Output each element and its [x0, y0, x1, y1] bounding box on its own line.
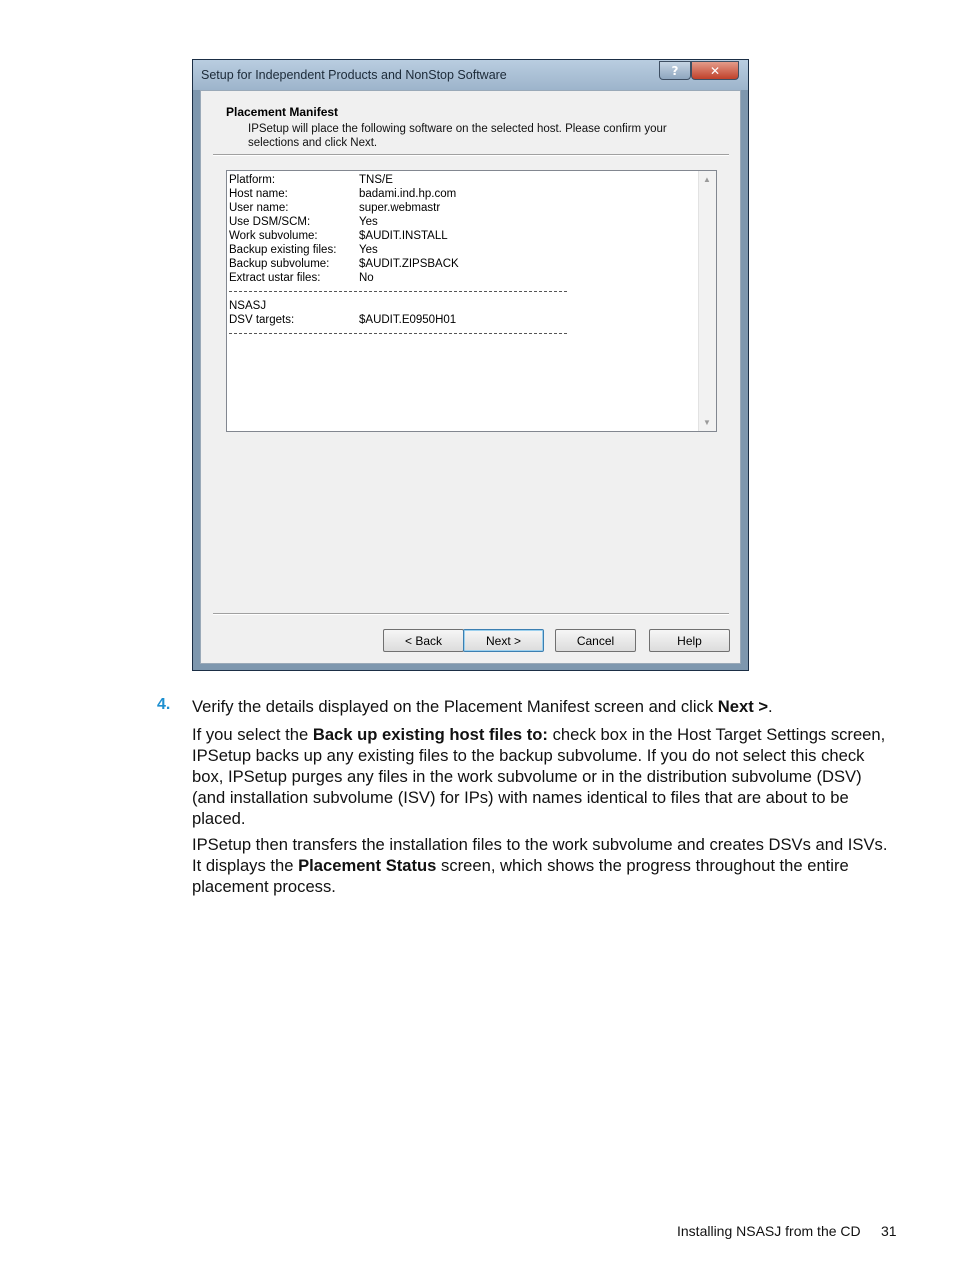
manifest-key: Host name: — [229, 188, 288, 200]
manifest-key: Use DSM/SCM: — [229, 216, 311, 228]
text-run: screen, which shows the progress throughout the entire placement process. — [192, 856, 849, 896]
page-title: Placement Manifest — [226, 105, 339, 119]
text-run: check box in the Host Target Settings screen, IPSetup backs up any existing files to the backup subvolume. If you do not select this check box, IPSetup purges any files in the work subvolume or in the distribution subvolume (DSV) (and installation subvolume (ISV) for IPs) with names identical to files that are about to be placed. — [192, 725, 886, 828]
manifest-row — [229, 201, 567, 215]
footer-section-title: Installing NSASJ from the CD — [677, 1223, 861, 1239]
text-run: . — [768, 697, 773, 716]
manifest-value: No — [359, 272, 374, 284]
text-run: Verify the details displayed on the Placement Manifest screen and click — [192, 697, 718, 716]
manifest-row — [229, 187, 567, 201]
manifest-value: TNS/E — [359, 174, 393, 186]
manifest-row — [229, 215, 567, 229]
dialog-titlebar — [193, 60, 748, 90]
page-subtitle: IPSetup will place the following software on the selected host. Please confirm your selections and click Next. — [248, 123, 667, 149]
manifest-row — [229, 299, 567, 313]
manifest-key: Extract ustar files: — [229, 272, 321, 284]
manifest-row — [229, 229, 567, 243]
text-run: IPSetup then transfers the installation files to the work subvolume and creates DSVs and ISVs. It displays the — [192, 835, 888, 875]
vertical-scrollbar[interactable] — [698, 171, 716, 431]
back-button[interactable]: < Back — [383, 629, 464, 652]
manifest-row — [229, 173, 567, 187]
manifest-value: $AUDIT.ZIPSBACK — [359, 258, 459, 270]
header-divider — [213, 154, 729, 156]
manifest-value: $AUDIT.E0950H01 — [359, 314, 457, 326]
close-icon[interactable]: ✕ — [691, 61, 739, 80]
step-paragraph-1 — [192, 696, 897, 717]
dialog-title: Setup for Independent Products and NonStop Software — [201, 68, 507, 82]
manifest-key: Backup subvolume: — [229, 258, 330, 270]
manifest-value: badami.ind.hp.com — [359, 188, 457, 200]
manifest-key: Platform: — [229, 174, 276, 186]
product-name: NSASJ — [229, 300, 267, 312]
text-run: If you select the — [192, 725, 313, 744]
setup-dialog — [192, 59, 749, 671]
manifest-key: Work subvolume: — [229, 230, 318, 242]
bold-run: Next > — [717, 697, 769, 716]
manifest-row — [229, 271, 567, 285]
manifest-row — [229, 243, 567, 257]
footer-divider — [213, 613, 729, 615]
bold-run: Back up existing host files to: — [312, 725, 548, 744]
manifest-key: DSV targets: — [229, 314, 295, 326]
next-button[interactable]: Next > — [463, 629, 544, 652]
manifest-listbox[interactable] — [226, 170, 717, 432]
help-icon[interactable]: ? — [659, 61, 691, 80]
step-paragraph-2 — [192, 724, 897, 829]
manifest-value: super.webmastr — [359, 202, 441, 214]
scroll-up-icon[interactable]: ▲ — [703, 175, 711, 184]
scroll-down-icon[interactable]: ▼ — [703, 418, 711, 427]
manifest-key: User name: — [229, 202, 289, 214]
manifest-value: Yes — [359, 244, 378, 256]
manifest-key: Backup existing files: — [229, 244, 337, 256]
manifest-value: Yes — [359, 216, 378, 228]
manifest-row — [229, 313, 567, 327]
manifest-divider — [229, 291, 567, 292]
manifest-value: $AUDIT.INSTALL — [359, 230, 448, 242]
help-button[interactable]: Help — [649, 629, 730, 652]
dialog-client — [200, 90, 741, 664]
step-paragraph-3 — [192, 834, 897, 897]
step-number: 4. — [157, 696, 171, 713]
manifest-divider — [229, 333, 567, 334]
manifest-content — [229, 173, 567, 341]
bold-run: Placement Status — [298, 856, 437, 875]
cancel-button[interactable]: Cancel — [555, 629, 636, 652]
page-number: 31 — [881, 1223, 897, 1239]
manifest-row — [229, 257, 567, 271]
